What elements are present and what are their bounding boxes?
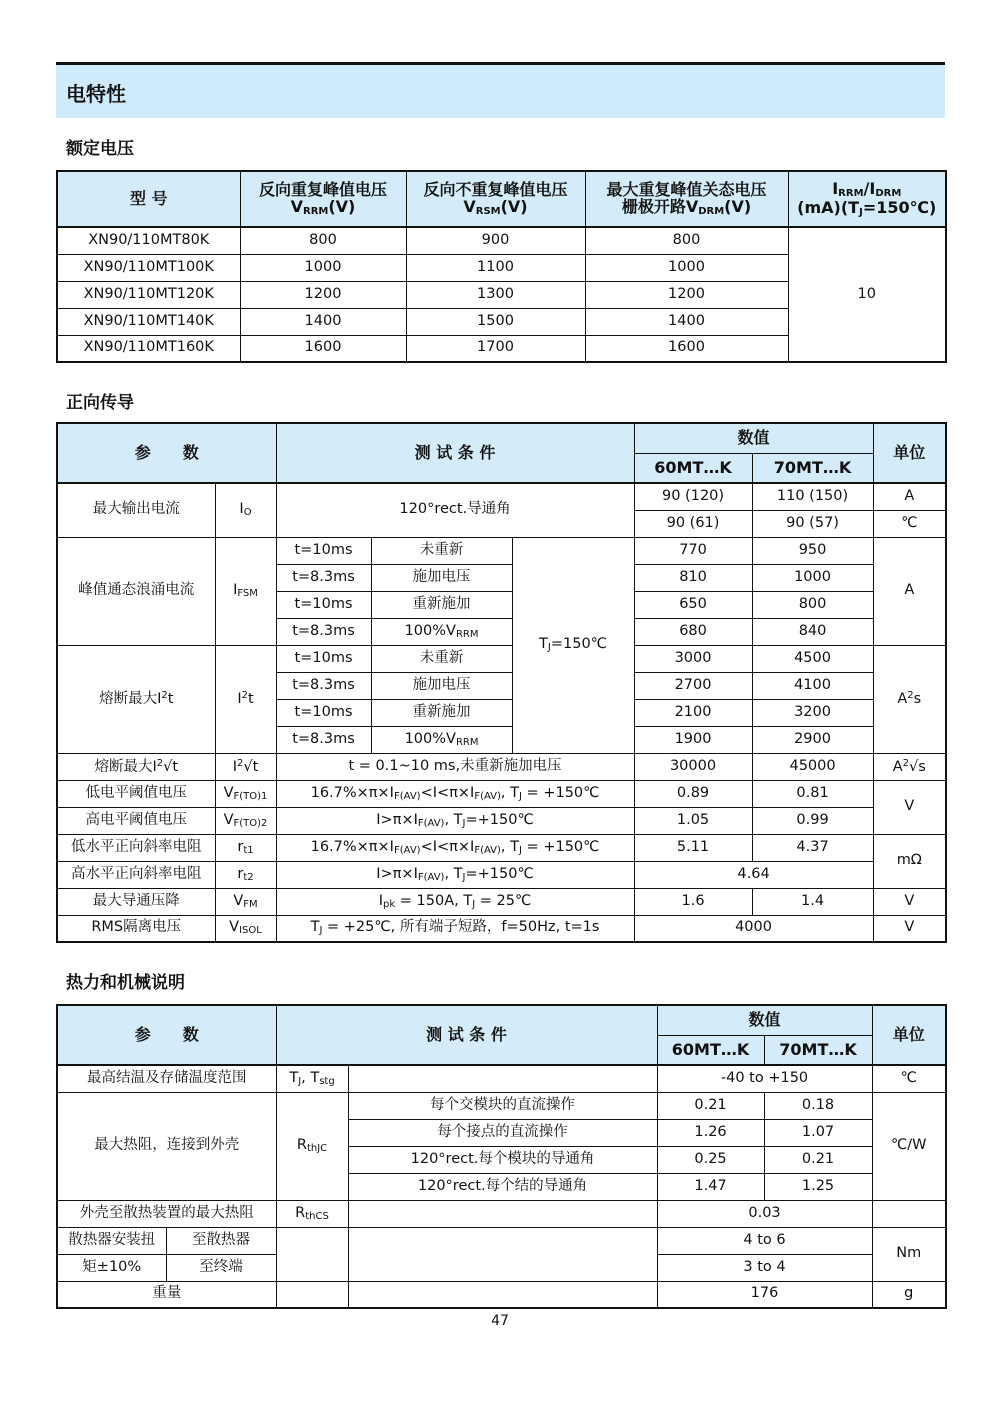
- cond-cell: 120°rect.每个结的导通角: [348, 1173, 657, 1200]
- header-70mt: 70MT…K: [752, 453, 873, 483]
- cond-cell: $100\%V_{RRM}$: [371, 726, 512, 753]
- unit-cell: A: [873, 537, 946, 645]
- table-row: [57, 834, 946, 861]
- param-name: 散热器安装扭: [57, 1227, 166, 1254]
- param-symbol: [276, 1227, 348, 1281]
- time-cell: t=10ms: [276, 699, 371, 726]
- unit-cell: ℃: [873, 510, 946, 537]
- time-cell: t=8.3ms: [276, 726, 371, 753]
- header-60mt: 60MT…K: [634, 453, 752, 483]
- cond-cell: $I>\pi\times I_{F(AV)}$, $T_J=+150℃$: [276, 861, 634, 888]
- param-name: 熔断最大$I^2t$: [57, 645, 215, 753]
- cond-cell: $I_{pk} = 150A$, $T_J$ = 25℃: [276, 888, 634, 915]
- unit-cell: [872, 1200, 946, 1227]
- header-unit: 单位: [873, 423, 946, 483]
- table-row: [57, 1092, 946, 1119]
- vrrm-cell: 1400: [240, 308, 406, 335]
- header-value: 数值: [657, 1005, 872, 1035]
- section-header: [56, 62, 945, 118]
- forward-conduction-title: 正向传导: [66, 393, 134, 413]
- unit-cell: g: [872, 1281, 946, 1308]
- value-60: 90 (120): [634, 483, 752, 510]
- header-model: 型 号: [57, 171, 240, 227]
- table-row: [57, 1281, 946, 1308]
- cond-cell: 每个接点的直流操作: [348, 1119, 657, 1146]
- value-70: 90 (57): [752, 510, 873, 537]
- value-60: 1.05: [634, 807, 752, 834]
- tj-cell: $T_J=150℃$: [512, 537, 634, 753]
- value-70: 800: [752, 591, 873, 618]
- cond-cell: 每个交模块的直流操作: [348, 1092, 657, 1119]
- value-70: 45000: [752, 753, 873, 780]
- table-row: [57, 227, 946, 254]
- cond-cell: t = 0.1~10 ms,未重新施加电压: [276, 753, 634, 780]
- model-cell: XN90/110MT100K: [57, 254, 240, 281]
- time-cell: t=10ms: [276, 645, 371, 672]
- value-60: 30000: [634, 753, 752, 780]
- unit-cell: V: [873, 888, 946, 915]
- value-70: 0.99: [752, 807, 873, 834]
- param-name: 低电平阈值电压: [57, 780, 215, 807]
- value-70: 3200: [752, 699, 873, 726]
- value-shared: 4.64: [634, 861, 873, 888]
- value-60: 1.6: [634, 888, 752, 915]
- param-name: 最高结温及存储温度范围: [57, 1065, 276, 1092]
- unit-cell: A: [873, 483, 946, 510]
- irrm-cell: 10: [788, 227, 946, 362]
- rated-voltage-table: [56, 170, 947, 363]
- param-symbol: $V_{FM}$: [215, 888, 276, 915]
- value-70: 0.18: [764, 1092, 872, 1119]
- value-70: 110 (150): [752, 483, 873, 510]
- cond-cell: $I>\pi\times I_{F(AV)}$, $T_J=+150℃$: [276, 807, 634, 834]
- value-60: 5.11: [634, 834, 752, 861]
- model-cell: XN90/110MT80K: [57, 227, 240, 254]
- value-60: 770: [634, 537, 752, 564]
- value-60: 680: [634, 618, 752, 645]
- value-70: 950: [752, 537, 873, 564]
- param-name: 重量: [57, 1281, 276, 1308]
- vdrm-cell: 800: [585, 227, 788, 254]
- table-row: [57, 888, 946, 915]
- param-symbol: $I_{FSM}$: [215, 537, 276, 645]
- param-sub: 至终端: [166, 1254, 276, 1281]
- param-name: 矩±10%: [57, 1254, 166, 1281]
- vrrm-cell: 800: [240, 227, 406, 254]
- param-name: 低水平正向斜率电阻: [57, 834, 215, 861]
- unit-cell: $A^2s$: [873, 645, 946, 753]
- value-70: 1.07: [764, 1119, 872, 1146]
- cond-cell: 120°rect.每个模块的导通角: [348, 1146, 657, 1173]
- table-row: [57, 1200, 946, 1227]
- table-row: [57, 1227, 946, 1254]
- param-symbol: $V_{ISOL}$: [215, 915, 276, 942]
- time-cell: t=10ms: [276, 537, 371, 564]
- value-70: 4500: [752, 645, 873, 672]
- value-60: 3000: [634, 645, 752, 672]
- model-cell: XN90/110MT140K: [57, 308, 240, 335]
- cond-cell: 施加电压: [371, 672, 512, 699]
- vdrm-cell: 1400: [585, 308, 788, 335]
- model-cell: XN90/110MT120K: [57, 281, 240, 308]
- forward-conduction-table: [56, 422, 947, 943]
- vrsm-cell: 900: [406, 227, 585, 254]
- thermal-table: [56, 1004, 947, 1309]
- value-70: 4.37: [752, 834, 873, 861]
- value-70: 1.25: [764, 1173, 872, 1200]
- cond-cell: 施加电压: [371, 564, 512, 591]
- header-cond: 测 试 条 件: [276, 1005, 657, 1065]
- cond-cell: $16.7\%\times\pi\times I_{F(AV)}<I<\pi\times I_{F(AV)}$, $T_J$ = +150℃: [276, 780, 634, 807]
- thermal-mechanical-title: 热力和机械说明: [66, 973, 185, 993]
- value-60: 1.26: [657, 1119, 764, 1146]
- table-row: [57, 807, 946, 834]
- header-param: 参 数: [57, 423, 276, 483]
- time-cell: t=8.3ms: [276, 618, 371, 645]
- value-70: 4100: [752, 672, 873, 699]
- vrrm-cell: 1000: [240, 254, 406, 281]
- section-title: 电特性: [66, 82, 126, 106]
- table-row: [57, 645, 946, 672]
- cond-cell: 重新施加: [371, 699, 512, 726]
- param-symbol: $I^2√t$: [215, 753, 276, 780]
- param-sub: 至散热器: [166, 1227, 276, 1254]
- value-60: 2700: [634, 672, 752, 699]
- vrrm-cell: 1600: [240, 335, 406, 362]
- param-name: 外壳至散热装置的最大热阻: [57, 1200, 276, 1227]
- cond-cell: 重新施加: [371, 591, 512, 618]
- value-shared: 3 to 4: [657, 1254, 872, 1281]
- param-name: 最大热阻，连接到外壳: [57, 1092, 276, 1200]
- cond-cell: $100\%V_{RRM}$: [371, 618, 512, 645]
- param-symbol: $T_J$, $T_{stg}$: [276, 1065, 348, 1092]
- unit-cell: V: [873, 780, 946, 834]
- header-60mt: 60MT…K: [657, 1035, 764, 1065]
- value-70: 1000: [752, 564, 873, 591]
- param-name: 最大导通压降: [57, 888, 215, 915]
- time-cell: t=10ms: [276, 591, 371, 618]
- unit-cell: Nm: [872, 1227, 946, 1281]
- cond-cell: $T_J$ = +25℃, 所有端子短路，f=50Hz, t=1s: [276, 915, 634, 942]
- value-shared: -40 to +150: [657, 1065, 872, 1092]
- unit-cell: ℃: [872, 1065, 946, 1092]
- value-60: 2100: [634, 699, 752, 726]
- header-irrm: $I_{RRM}/I_{DRM}$ $(mA)(T_J=150℃)$: [788, 171, 946, 227]
- value-60: 0.89: [634, 780, 752, 807]
- param-symbol: $I^2t$: [215, 645, 276, 753]
- param-name: 最大输出电流: [57, 483, 215, 537]
- value-70: 0.81: [752, 780, 873, 807]
- value-shared: 4 to 6: [657, 1227, 872, 1254]
- value-shared: 4000: [634, 915, 873, 942]
- unit-cell: ℃/W: [872, 1092, 946, 1200]
- rated-voltage-title: 额定电压: [66, 139, 134, 159]
- header-vrsm: 反向不重复峰值电压 $V_{RSM}(V)$: [406, 171, 585, 227]
- cond-cell: [348, 1200, 657, 1227]
- param-name: 峰值通态浪涌电流: [57, 537, 215, 645]
- param-symbol: $R_{thJC}$: [276, 1092, 348, 1200]
- value-60: 1900: [634, 726, 752, 753]
- cond-cell: [348, 1281, 657, 1308]
- table-row: [57, 915, 946, 942]
- cond-cell: 120°rect.导通角: [276, 483, 634, 537]
- param-symbol: $I_O$: [215, 483, 276, 537]
- param-symbol: $V_{F(TO)2}$: [215, 807, 276, 834]
- table-row: [57, 1065, 946, 1092]
- param-name: 高电平阈值电压: [57, 807, 215, 834]
- cond-cell: 未重新: [371, 645, 512, 672]
- table-row: [57, 780, 946, 807]
- vdrm-cell: 1000: [585, 254, 788, 281]
- value-60: 810: [634, 564, 752, 591]
- value-60: 90 (61): [634, 510, 752, 537]
- header-param: 参 数: [57, 1005, 276, 1065]
- value-70: 2900: [752, 726, 873, 753]
- model-cell: XN90/110MT160K: [57, 335, 240, 362]
- table-row: [57, 861, 946, 888]
- header-value: 数值: [634, 423, 873, 453]
- param-name: RMS隔离电压: [57, 915, 215, 942]
- param-symbol: [276, 1281, 348, 1308]
- param-symbol: $V_{F(TO)1}$: [215, 780, 276, 807]
- vdrm-cell: 1200: [585, 281, 788, 308]
- vrsm-cell: 1300: [406, 281, 585, 308]
- value-60: 0.21: [657, 1092, 764, 1119]
- param-name: 高水平正向斜率电阻: [57, 861, 215, 888]
- param-symbol: $r_{t2}$: [215, 861, 276, 888]
- header-vdrm: 最大重复峰值关态电压 栅极开路$V_{DRM}(V)$: [585, 171, 788, 227]
- value-70: 0.21: [764, 1146, 872, 1173]
- vrsm-cell: 1100: [406, 254, 585, 281]
- header-cond: 测 试 条 件: [276, 423, 634, 483]
- vrsm-cell: 1500: [406, 308, 585, 335]
- param-symbol: $r_{t1}$: [215, 834, 276, 861]
- time-cell: t=8.3ms: [276, 564, 371, 591]
- value-70: 1.4: [752, 888, 873, 915]
- value-60: 1.47: [657, 1173, 764, 1200]
- value-shared: 0.03: [657, 1200, 872, 1227]
- header-unit: 单位: [872, 1005, 946, 1065]
- unit-cell: V: [873, 915, 946, 942]
- page-number: 47: [491, 1313, 509, 1329]
- table-row: [57, 537, 946, 564]
- time-cell: t=8.3ms: [276, 672, 371, 699]
- unit-cell: $A^2√s$: [873, 753, 946, 780]
- value-60: 650: [634, 591, 752, 618]
- vrrm-cell: 1200: [240, 281, 406, 308]
- cond-cell: $16.7\%\times\pi\times I_{F(AV)}<I<\pi\times I_{F(AV)}$, $T_J$ = +150℃: [276, 834, 634, 861]
- vdrm-cell: 1600: [585, 335, 788, 362]
- value-60: 0.25: [657, 1146, 764, 1173]
- value-70: 840: [752, 618, 873, 645]
- param-symbol: $R_{thCS}$: [276, 1200, 348, 1227]
- vrsm-cell: 1700: [406, 335, 585, 362]
- cond-cell: [348, 1065, 657, 1092]
- table-row: [57, 753, 946, 780]
- header-70mt: 70MT…K: [764, 1035, 872, 1065]
- cond-cell: 未重新: [371, 537, 512, 564]
- value-shared: 176: [657, 1281, 872, 1308]
- header-vrrm: 反向重复峰值电压 $V_{RRM}(V)$: [240, 171, 406, 227]
- table-row: [57, 483, 946, 510]
- cond-cell: [348, 1227, 657, 1281]
- unit-cell: mΩ: [873, 834, 946, 888]
- param-name: 熔断最大$I^2√t$: [57, 753, 215, 780]
